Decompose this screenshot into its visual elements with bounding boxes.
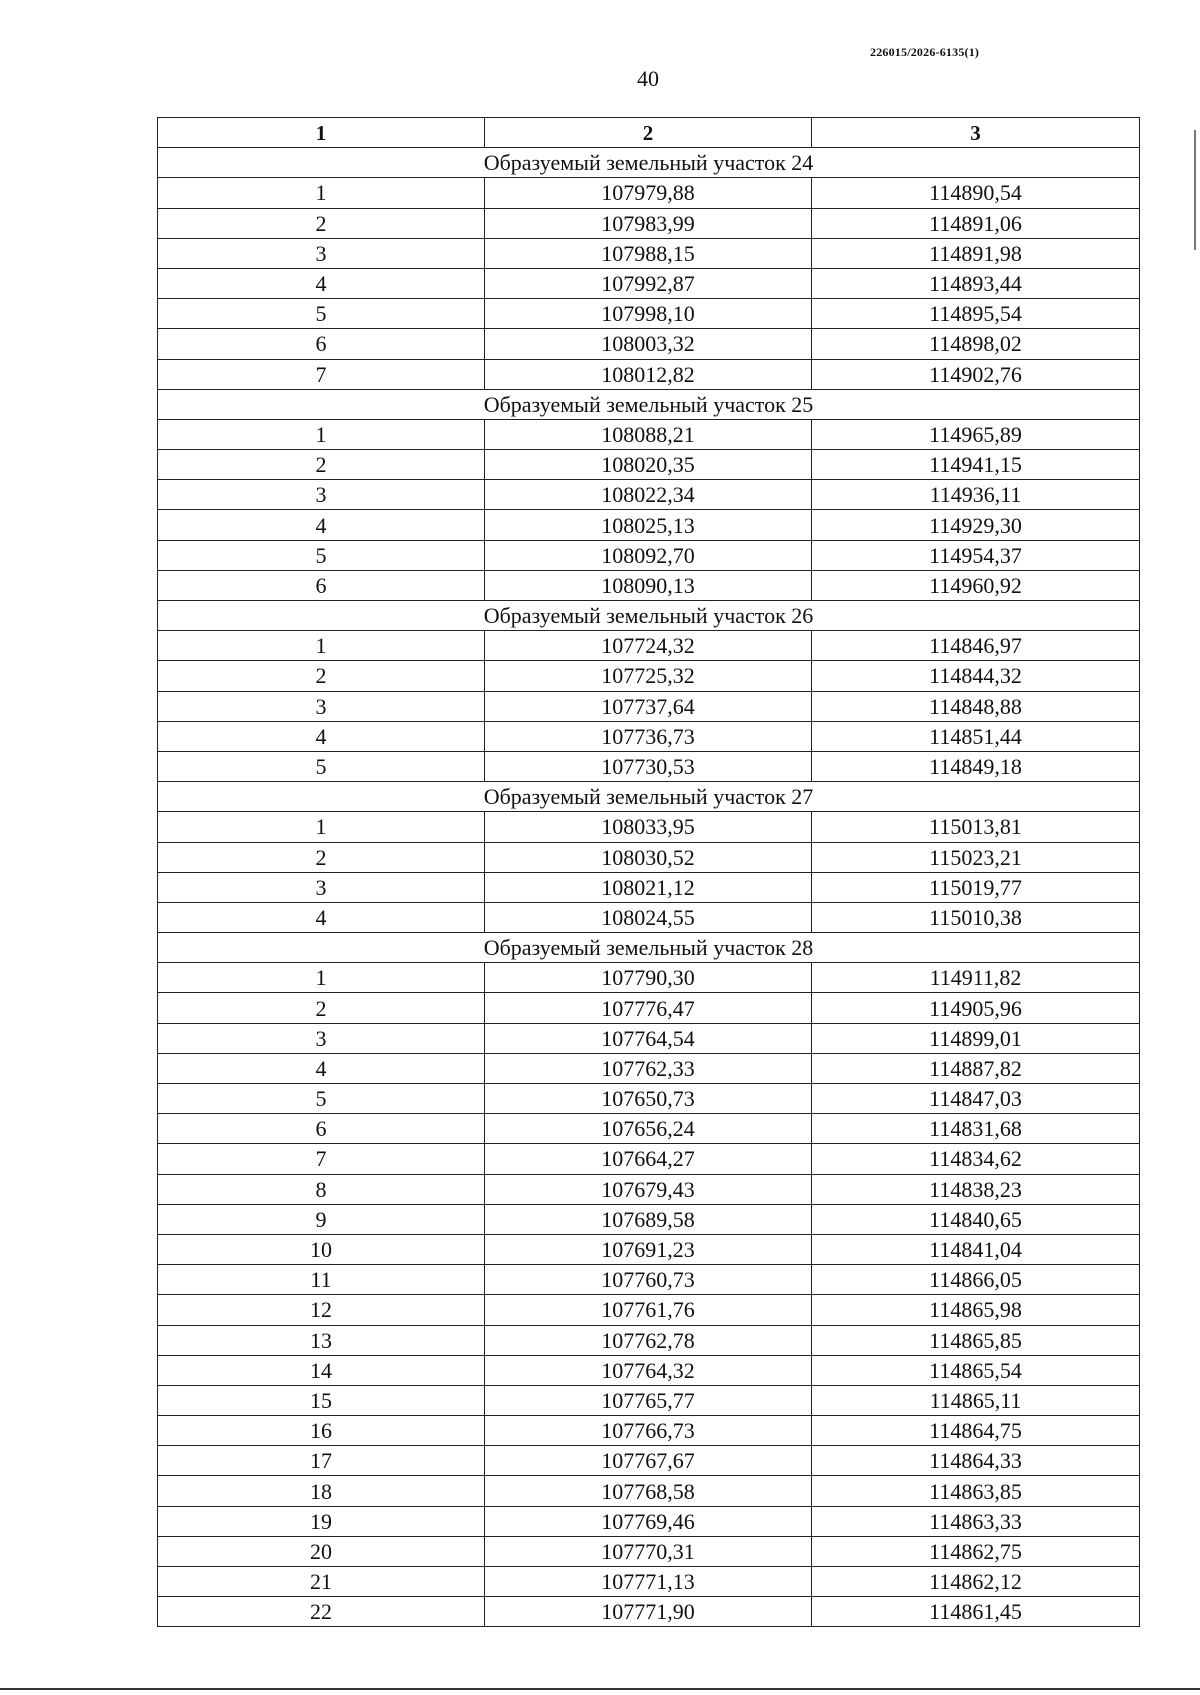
point-number-cell: 2 — [158, 661, 485, 691]
x-coordinate-cell: 107724,32 — [485, 631, 812, 661]
y-coordinate-cell: 114831,68 — [812, 1114, 1140, 1144]
point-number-cell: 10 — [158, 1234, 485, 1264]
table-row — [158, 1567, 1140, 1597]
x-coordinate-cell: 108012,82 — [485, 359, 812, 389]
point-number-cell: 15 — [158, 1385, 485, 1415]
point-number-cell: 7 — [158, 1144, 485, 1174]
y-coordinate-cell: 114844,32 — [812, 661, 1140, 691]
x-coordinate-cell: 107992,87 — [485, 268, 812, 298]
y-coordinate-cell: 114863,33 — [812, 1506, 1140, 1536]
point-number-cell: 16 — [158, 1416, 485, 1446]
point-number-cell: 19 — [158, 1506, 485, 1536]
y-coordinate-cell: 114893,44 — [812, 268, 1140, 298]
x-coordinate-cell: 107771,90 — [485, 1597, 812, 1627]
x-coordinate-cell: 107769,46 — [485, 1506, 812, 1536]
x-coordinate-cell: 108025,13 — [485, 510, 812, 540]
y-coordinate-cell: 114954,37 — [812, 540, 1140, 570]
y-coordinate-cell: 114929,30 — [812, 510, 1140, 540]
table-row — [158, 238, 1140, 268]
x-coordinate-cell: 107764,32 — [485, 1355, 812, 1385]
column-header: 1 — [158, 118, 485, 148]
point-number-cell: 1 — [158, 963, 485, 993]
y-coordinate-cell: 114887,82 — [812, 1053, 1140, 1083]
table-row — [158, 1265, 1140, 1295]
section-title: Образуемый земельный участок 24 — [158, 148, 1140, 178]
y-coordinate-cell: 115010,38 — [812, 902, 1140, 932]
table-row — [158, 1476, 1140, 1506]
table-row — [158, 721, 1140, 751]
point-number-cell: 20 — [158, 1536, 485, 1566]
point-number-cell: 6 — [158, 329, 485, 359]
table-row — [158, 299, 1140, 329]
y-coordinate-cell: 114895,54 — [812, 299, 1140, 329]
x-coordinate-cell: 107770,31 — [485, 1536, 812, 1566]
y-coordinate-cell: 114965,89 — [812, 419, 1140, 449]
table-row — [158, 963, 1140, 993]
y-coordinate-cell: 114936,11 — [812, 480, 1140, 510]
x-coordinate-cell: 107776,47 — [485, 993, 812, 1023]
y-coordinate-cell: 115013,81 — [812, 812, 1140, 842]
point-number-cell: 1 — [158, 178, 485, 208]
x-coordinate-cell: 107790,30 — [485, 963, 812, 993]
x-coordinate-cell: 107764,54 — [485, 1023, 812, 1053]
table-row — [158, 1536, 1140, 1566]
section-title-row — [158, 148, 1140, 178]
point-number-cell: 18 — [158, 1476, 485, 1506]
point-number-cell: 2 — [158, 842, 485, 872]
point-number-cell: 13 — [158, 1325, 485, 1355]
point-number-cell: 5 — [158, 540, 485, 570]
section-title: Образуемый земельный участок 26 — [158, 601, 1140, 631]
point-number-cell: 3 — [158, 872, 485, 902]
point-number-cell: 11 — [158, 1265, 485, 1295]
section-title: Образуемый земельный участок 27 — [158, 782, 1140, 812]
table-row — [158, 1446, 1140, 1476]
point-number-cell: 1 — [158, 419, 485, 449]
x-coordinate-cell: 107737,64 — [485, 691, 812, 721]
x-coordinate-cell: 107766,73 — [485, 1416, 812, 1446]
table-row — [158, 1114, 1140, 1144]
y-coordinate-cell: 114899,01 — [812, 1023, 1140, 1053]
table-row — [158, 178, 1140, 208]
x-coordinate-cell: 108020,35 — [485, 450, 812, 480]
table-row — [158, 993, 1140, 1023]
y-coordinate-cell: 114862,12 — [812, 1567, 1140, 1597]
x-coordinate-cell: 107656,24 — [485, 1114, 812, 1144]
y-coordinate-cell: 114849,18 — [812, 751, 1140, 781]
x-coordinate-cell: 107679,43 — [485, 1174, 812, 1204]
document-number: 226015/2026-6135(1) — [870, 45, 980, 59]
x-coordinate-cell: 107691,23 — [485, 1234, 812, 1264]
y-coordinate-cell: 114864,33 — [812, 1446, 1140, 1476]
table-row — [158, 872, 1140, 902]
x-coordinate-cell: 108092,70 — [485, 540, 812, 570]
x-coordinate-cell: 107760,73 — [485, 1265, 812, 1295]
point-number-cell: 6 — [158, 1114, 485, 1144]
page-number: 40 — [637, 66, 659, 91]
y-coordinate-cell: 114834,62 — [812, 1144, 1140, 1174]
table-row — [158, 480, 1140, 510]
table-row — [158, 1023, 1140, 1053]
table-row — [158, 842, 1140, 872]
coordinates-table-body — [158, 118, 1140, 1627]
section-title-row — [158, 389, 1140, 419]
point-number-cell: 1 — [158, 631, 485, 661]
table-row — [158, 1325, 1140, 1355]
point-number-cell: 3 — [158, 691, 485, 721]
x-coordinate-cell: 107664,27 — [485, 1144, 812, 1174]
table-row — [158, 208, 1140, 238]
y-coordinate-cell: 114941,15 — [812, 450, 1140, 480]
table-row — [158, 1597, 1140, 1627]
table-row — [158, 691, 1140, 721]
y-coordinate-cell: 114861,45 — [812, 1597, 1140, 1627]
point-number-cell: 7 — [158, 359, 485, 389]
x-coordinate-cell: 107725,32 — [485, 661, 812, 691]
table-row — [158, 631, 1140, 661]
point-number-cell: 4 — [158, 510, 485, 540]
table-row — [158, 1506, 1140, 1536]
x-coordinate-cell: 107765,77 — [485, 1385, 812, 1415]
x-coordinate-cell: 108024,55 — [485, 902, 812, 932]
y-coordinate-cell: 114960,92 — [812, 570, 1140, 600]
x-coordinate-cell: 107998,10 — [485, 299, 812, 329]
table-row — [158, 1295, 1140, 1325]
y-coordinate-cell: 114851,44 — [812, 721, 1140, 751]
section-title-row — [158, 933, 1140, 963]
point-number-cell: 17 — [158, 1446, 485, 1476]
point-number-cell: 3 — [158, 238, 485, 268]
x-coordinate-cell: 107650,73 — [485, 1084, 812, 1114]
table-row — [158, 1084, 1140, 1114]
point-number-cell: 5 — [158, 299, 485, 329]
x-coordinate-cell: 107768,58 — [485, 1476, 812, 1506]
x-coordinate-cell: 107767,67 — [485, 1446, 812, 1476]
table-row — [158, 902, 1140, 932]
x-coordinate-cell: 107988,15 — [485, 238, 812, 268]
y-coordinate-cell: 114862,75 — [812, 1536, 1140, 1566]
x-coordinate-cell: 108003,32 — [485, 329, 812, 359]
point-number-cell: 5 — [158, 751, 485, 781]
y-coordinate-cell: 114891,98 — [812, 238, 1140, 268]
section-title: Образуемый земельный участок 25 — [158, 389, 1140, 419]
x-coordinate-cell: 107979,88 — [485, 178, 812, 208]
column-header: 3 — [812, 118, 1140, 148]
point-number-cell: 21 — [158, 1567, 485, 1597]
table-row — [158, 1174, 1140, 1204]
y-coordinate-cell: 114840,65 — [812, 1204, 1140, 1234]
point-number-cell: 12 — [158, 1295, 485, 1325]
x-coordinate-cell: 107689,58 — [485, 1204, 812, 1234]
section-title-row — [158, 782, 1140, 812]
x-coordinate-cell: 108022,34 — [485, 480, 812, 510]
y-coordinate-cell: 114847,03 — [812, 1084, 1140, 1114]
y-coordinate-cell: 114864,75 — [812, 1416, 1140, 1446]
y-coordinate-cell: 114898,02 — [812, 329, 1140, 359]
table-row — [158, 1385, 1140, 1415]
x-coordinate-cell: 107771,13 — [485, 1567, 812, 1597]
point-number-cell: 4 — [158, 1053, 485, 1083]
x-coordinate-cell: 108090,13 — [485, 570, 812, 600]
table-header-row — [158, 118, 1140, 148]
x-coordinate-cell: 107730,53 — [485, 751, 812, 781]
point-number-cell: 22 — [158, 1597, 485, 1627]
y-coordinate-cell: 114865,85 — [812, 1325, 1140, 1355]
point-number-cell: 4 — [158, 902, 485, 932]
y-coordinate-cell: 114890,54 — [812, 178, 1140, 208]
table-row — [158, 1234, 1140, 1264]
y-coordinate-cell: 114891,06 — [812, 208, 1140, 238]
table-row — [158, 1204, 1140, 1234]
point-number-cell: 2 — [158, 208, 485, 238]
point-number-cell: 5 — [158, 1084, 485, 1114]
point-number-cell: 8 — [158, 1174, 485, 1204]
y-coordinate-cell: 114865,11 — [812, 1385, 1140, 1415]
section-title-row — [158, 601, 1140, 631]
table-row — [158, 751, 1140, 781]
column-header: 2 — [485, 118, 812, 148]
y-coordinate-cell: 114866,05 — [812, 1265, 1140, 1295]
x-coordinate-cell: 108021,12 — [485, 872, 812, 902]
section-title: Образуемый земельный участок 28 — [158, 933, 1140, 963]
table-row — [158, 329, 1140, 359]
table-row — [158, 359, 1140, 389]
table-row — [158, 661, 1140, 691]
table-row — [158, 1416, 1140, 1446]
point-number-cell: 4 — [158, 721, 485, 751]
y-coordinate-cell: 114902,76 — [812, 359, 1140, 389]
scan-edge-line — [0, 1688, 1200, 1690]
table-row — [158, 812, 1140, 842]
y-coordinate-cell: 114905,96 — [812, 993, 1140, 1023]
table-row — [158, 540, 1140, 570]
x-coordinate-cell: 107762,33 — [485, 1053, 812, 1083]
point-number-cell: 3 — [158, 1023, 485, 1053]
x-coordinate-cell: 107762,78 — [485, 1325, 812, 1355]
x-coordinate-cell: 107983,99 — [485, 208, 812, 238]
y-coordinate-cell: 114838,23 — [812, 1174, 1140, 1204]
x-coordinate-cell: 107736,73 — [485, 721, 812, 751]
y-coordinate-cell: 114846,97 — [812, 631, 1140, 661]
table-row — [158, 570, 1140, 600]
y-coordinate-cell: 114841,04 — [812, 1234, 1140, 1264]
y-coordinate-cell: 115023,21 — [812, 842, 1140, 872]
point-number-cell: 14 — [158, 1355, 485, 1385]
x-coordinate-cell: 108088,21 — [485, 419, 812, 449]
table-row — [158, 419, 1140, 449]
y-coordinate-cell: 114848,88 — [812, 691, 1140, 721]
coordinates-table — [157, 117, 1140, 1627]
table-row — [158, 1053, 1140, 1083]
point-number-cell: 4 — [158, 268, 485, 298]
y-coordinate-cell: 114865,54 — [812, 1355, 1140, 1385]
point-number-cell: 1 — [158, 812, 485, 842]
y-coordinate-cell: 114865,98 — [812, 1295, 1140, 1325]
point-number-cell: 3 — [158, 480, 485, 510]
y-coordinate-cell: 114863,85 — [812, 1476, 1140, 1506]
y-coordinate-cell: 115019,77 — [812, 872, 1140, 902]
x-coordinate-cell: 107761,76 — [485, 1295, 812, 1325]
table-row — [158, 450, 1140, 480]
point-number-cell: 9 — [158, 1204, 485, 1234]
table-row — [158, 268, 1140, 298]
x-coordinate-cell: 108030,52 — [485, 842, 812, 872]
x-coordinate-cell: 108033,95 — [485, 812, 812, 842]
point-number-cell: 2 — [158, 450, 485, 480]
y-coordinate-cell: 114911,82 — [812, 963, 1140, 993]
point-number-cell: 6 — [158, 570, 485, 600]
scan-edge-mark — [1194, 130, 1196, 250]
table-row — [158, 1144, 1140, 1174]
table-row — [158, 1355, 1140, 1385]
table-row — [158, 510, 1140, 540]
point-number-cell: 2 — [158, 993, 485, 1023]
